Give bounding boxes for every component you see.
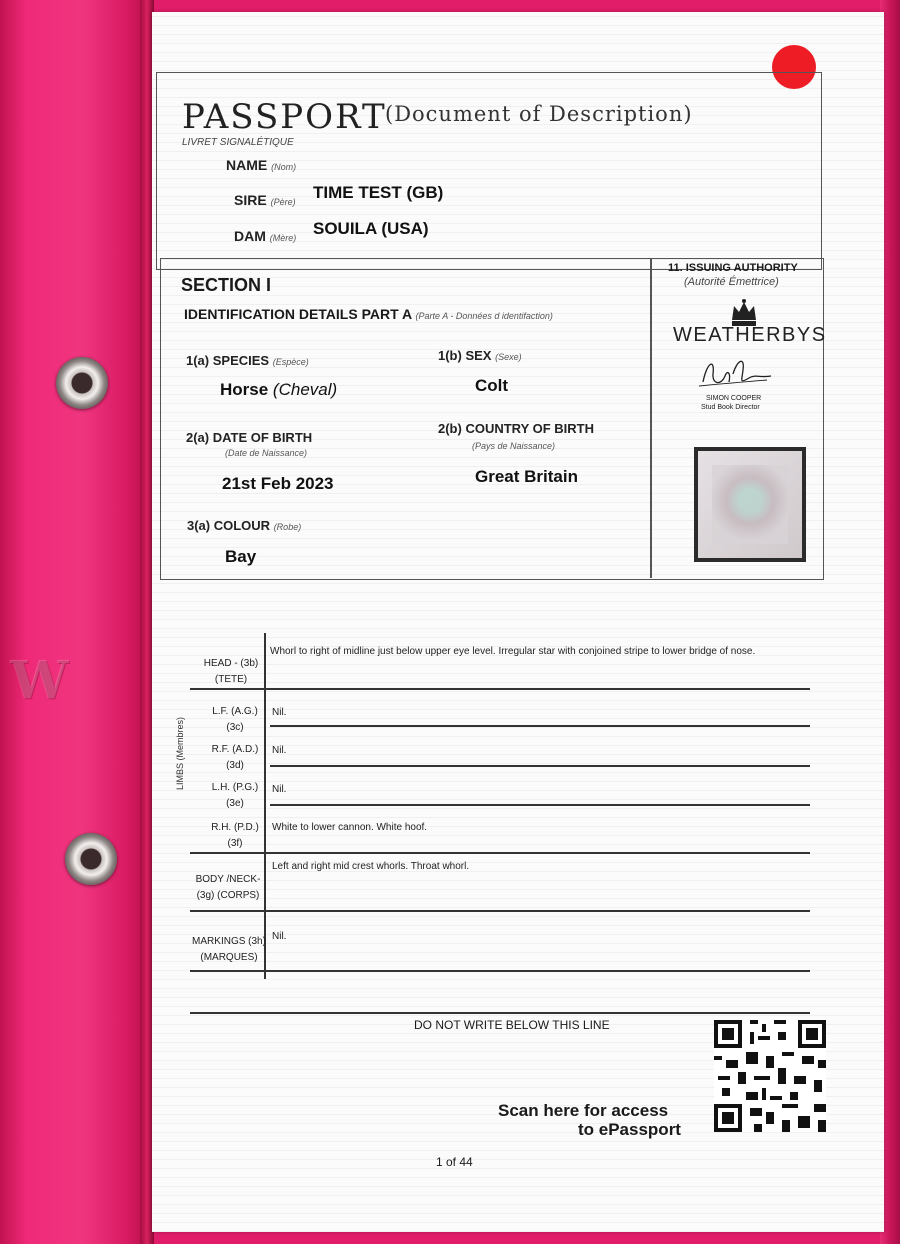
species-label: 1(a) SPECIES (Espèce) (186, 353, 309, 368)
section-subtitle: IDENTIFICATION DETAILS PART A (Parte A - Données d identifaction) (184, 306, 553, 322)
scan-line-2: to ePassport (578, 1120, 681, 1139)
hologram-seal (694, 447, 806, 562)
head-text: Whorl to right of midline just below upper eye level. Irregular star with conjoined stripe to lower bridge of nose. (270, 646, 756, 657)
dam-value: SOUILA (USA) (313, 219, 429, 238)
page-subtitle-fr: LIVRET SIGNALÉTIQUE (182, 137, 294, 148)
rh-label: R.H. (P.D.) (3f) (211, 822, 259, 849)
lf-label: L.F. (A.G.) (3c) (212, 706, 258, 733)
species-value: Horse (Cheval) (220, 380, 338, 399)
markings-label: MARKINGS (3h) (MARQUES) (192, 936, 266, 963)
page-subtitle: (Document of Description) (385, 102, 693, 126)
markings-rule (190, 688, 810, 690)
markings-rule (270, 765, 810, 767)
binder-grommet-bottom (65, 833, 117, 885)
rf-text: Nil. (272, 745, 287, 756)
page-title: PASSPORT (182, 97, 387, 137)
markings-rule (190, 852, 810, 854)
scan-line-1: Scan here for access (498, 1101, 669, 1120)
authority-label-fr: (Autorité Émettrice) (684, 276, 779, 288)
signatory-name: SIMON COOPER (706, 395, 762, 402)
sire-label: SIRE (Père) (234, 192, 296, 208)
colour-value: Bay (225, 547, 257, 566)
binder-spine (0, 0, 150, 1244)
signature-image (693, 352, 775, 394)
markings-rule (270, 804, 810, 806)
markings-rule (190, 910, 810, 912)
dob-value: 21st Feb 2023 (222, 474, 334, 493)
sex-value: Colt (475, 376, 509, 395)
body-text: Left and right mid crest whorls. Throat whorl. (272, 861, 470, 872)
sex-label: 1(b) SEX (Sexe) (438, 348, 522, 363)
binder-grommet-top (56, 357, 108, 409)
section-title: SECTION I (181, 275, 272, 295)
dob-label: 2(a) DATE OF BIRTH (186, 430, 313, 445)
dam-label: DAM (Mère) (234, 228, 297, 244)
dob-label-fr: (Date de Naissance) (225, 448, 308, 458)
cob-label-fr: (Pays de Naissance) (472, 441, 556, 451)
sire-value: TIME TEST (GB) (313, 183, 444, 202)
name-label: NAME (Nom) (226, 157, 297, 173)
no-write-notice: DO NOT WRITE BELOW THIS LINE (414, 1018, 610, 1032)
markings-rule (190, 970, 810, 972)
markings-text: Nil. (272, 931, 287, 942)
binder-logo: W (10, 650, 69, 711)
head-label: HEAD - (3b) (TETE) (203, 658, 259, 685)
body-label: BODY /NECK- (3g) (CORPS) (195, 874, 261, 901)
lh-label: L.H. (P.G.) (3e) (211, 782, 259, 809)
rh-text: White to lower cannon. White hoof. (272, 822, 428, 833)
lf-text: Nil. (272, 707, 287, 718)
section-divider (650, 258, 652, 578)
qr-code[interactable] (714, 1020, 826, 1132)
footer-rule (190, 1012, 810, 1014)
cob-value: Great Britain (475, 467, 578, 486)
weatherbys-name: WEATHERBYS (673, 324, 827, 346)
lh-text: Nil. (272, 784, 287, 795)
page-number: 1 of 44 (436, 1155, 473, 1169)
authority-label: 11. ISSUING AUTHORITY (668, 262, 798, 274)
signatory-title: Stud Book Director (701, 404, 760, 411)
markings-rule (270, 725, 810, 727)
colour-label: 3(a) COLOUR (Robe) (187, 518, 302, 533)
rf-label: R.F. (A.D.) (3d) (211, 744, 259, 771)
cob-label: 2(b) COUNTRY OF BIRTH (438, 421, 594, 436)
limbs-label: LIMBS (Membres) (175, 716, 185, 790)
